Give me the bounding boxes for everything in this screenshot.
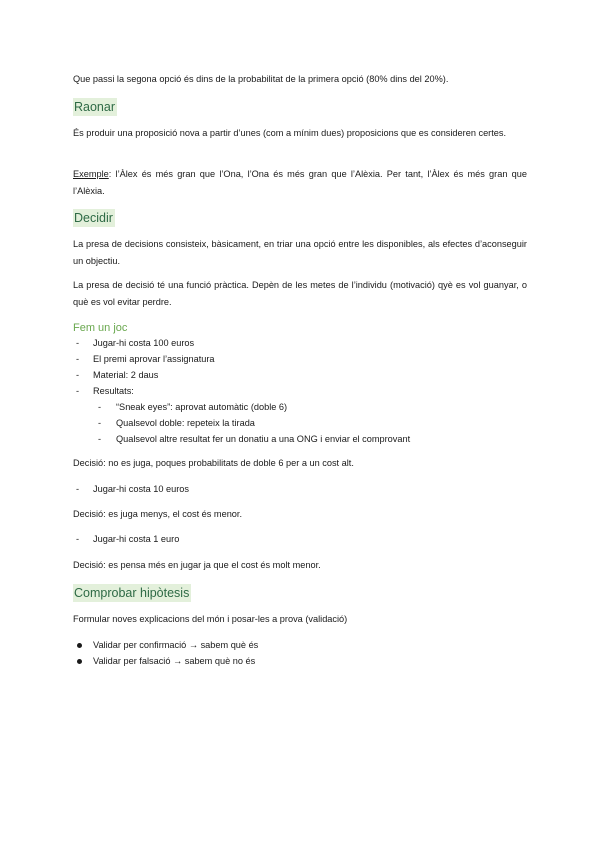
sub-list-item: Qualsevol doble: repeteix la tirada bbox=[116, 418, 255, 428]
list-item: Resultats: bbox=[93, 386, 134, 396]
decidir-paragraph-1: La presa de decisions consisteix, bàsicament, en triar una opció entre les disponibles, als efectes d’aconseguir un objectiu. bbox=[73, 239, 527, 266]
list-item: Validar per confirmació → sabem què és bbox=[93, 640, 259, 650]
bullet-marker bbox=[77, 659, 82, 664]
dash-marker: - bbox=[76, 338, 80, 348]
dash-marker: - bbox=[76, 354, 80, 364]
list-item: Validar per falsació → sabem què no és bbox=[93, 656, 256, 666]
dash-marker: - bbox=[98, 402, 102, 412]
heading-decidir: Decidir bbox=[74, 211, 113, 225]
dash-marker: - bbox=[76, 534, 80, 544]
example-text: : l’Àlex és més gran que l’Ona, l’Ona és més gran que l’Alèxia. Per tant, l’Àlex és més gran que l’Alèxia. bbox=[73, 169, 527, 196]
list-item: Jugar-hi costa 100 euros bbox=[93, 338, 195, 348]
dash-marker: - bbox=[76, 386, 80, 396]
intro-paragraph: Que passi la segona opció és dins de la probabilitat de la primera opció (80% dins del 20%). bbox=[73, 74, 449, 84]
dash-marker: - bbox=[98, 418, 102, 428]
hipotesis-intro: Formular noves explicacions del món i posar-les a prova (validació) bbox=[73, 614, 348, 624]
heading-raonar: Raonar bbox=[74, 100, 115, 114]
list-item: Jugar-hi costa 10 euros bbox=[93, 484, 190, 494]
dash-marker: - bbox=[76, 484, 80, 494]
bullet-marker bbox=[77, 643, 82, 648]
list-item: Jugar-hi costa 1 euro bbox=[93, 534, 180, 544]
list-item: El premi aprovar l’assignatura bbox=[93, 354, 215, 364]
decision-1: Decisió: no es juga, poques probabilitats de doble 6 per a un cost alt. bbox=[73, 458, 354, 468]
decision-2: Decisió: es juga menys, el cost és menor. bbox=[73, 509, 243, 519]
raonar-definition: És produir una proposició nova a partir d’unes (com a mínim dues) proposicions que es consideren certes. bbox=[73, 128, 507, 138]
dash-marker: - bbox=[76, 370, 80, 380]
dash-marker: - bbox=[98, 434, 102, 444]
list-item: Material: 2 daus bbox=[93, 370, 159, 380]
sub-list-item: “Sneak eyes”: aprovat automàtic (doble 6) bbox=[116, 402, 288, 412]
decidir-paragraph-2: La presa de decisió té una funció pràctica. Depèn de les metes de l’individu (motivació) qyè es vol guanyar, o què es vol evitar perdre. bbox=[73, 280, 527, 307]
raonar-example bbox=[73, 166, 527, 200]
heading-fem-un-joc: Fem un joc bbox=[73, 322, 128, 334]
example-label: Exemple bbox=[73, 169, 109, 179]
heading-comprobar-hipotesis: Comprobar hipòtesis bbox=[74, 586, 190, 600]
decision-3: Decisió: es pensa més en jugar ja que el cost és molt menor. bbox=[73, 560, 321, 570]
sub-list-item: Qualsevol altre resultat fer un donatiu a una ONG i enviar el comprovant bbox=[116, 434, 411, 444]
